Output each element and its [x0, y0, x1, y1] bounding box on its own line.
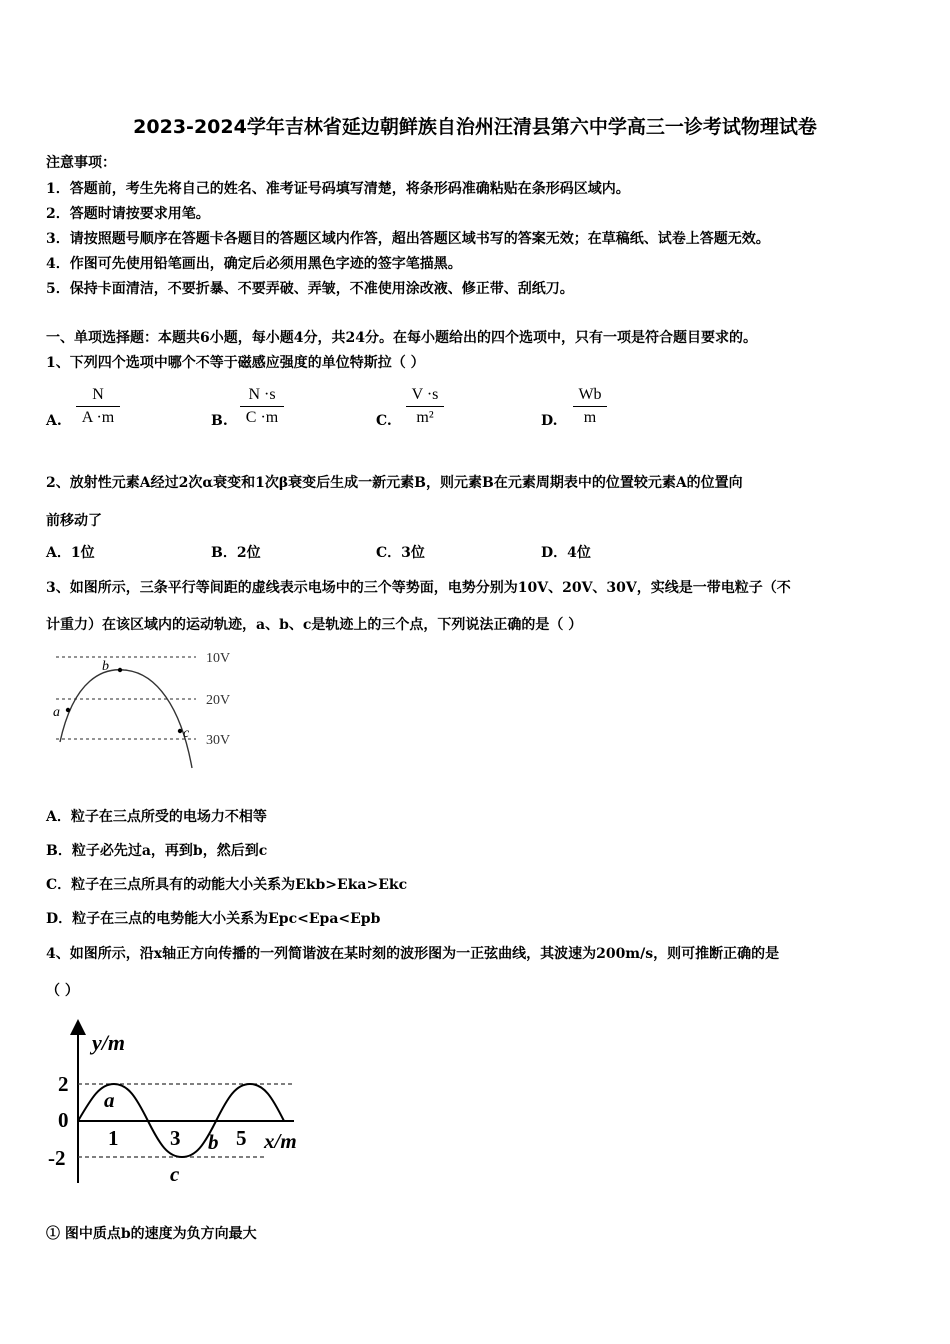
option-a-fraction: [76, 386, 120, 427]
point-c: [178, 729, 182, 733]
option-b-label[interactable]: B.: [211, 413, 228, 429]
statement-1: ① 图中质点b的速度为负方向最大: [46, 1226, 257, 1242]
fraction-denominator: A ·m: [81, 409, 115, 426]
option-c-fraction: [406, 386, 444, 427]
potential-label-10v: 10V: [206, 651, 231, 666]
question-4-stem: 4、如图所示，沿x轴正方向传播的一列简谐波在某时刻的波形图为一正弦曲线，其波速为200m/s，则可推断正确的是: [46, 946, 780, 962]
option-d-label[interactable]: D.: [541, 413, 558, 429]
option-a[interactable]: A．粒子在三点所受的电场力不相等: [46, 809, 267, 825]
x-tick-label: 1: [108, 1126, 119, 1150]
fraction-denominator: m: [583, 409, 597, 426]
question-1-stem: 1、下列四个选项中哪个不等于磁感应强度的单位特斯拉（ ）: [46, 355, 425, 371]
potential-label-20v: 20V: [206, 693, 231, 708]
x-tick-label: 5: [236, 1126, 247, 1150]
page-title: 2023-2024学年吉林省延边朝鲜族自治州汪清县第六中学高三一诊考试物理试卷: [133, 116, 817, 138]
question-2-stem-cont: 前移动了: [46, 513, 102, 529]
question-3-stem-cont: 计重力）在该区域内的运动轨迹，a、b、c是轨迹上的三个点，下列说法正确的是（ ）: [46, 617, 583, 633]
point-b-label: b: [102, 659, 109, 674]
option-c-label[interactable]: C.: [376, 413, 392, 429]
option-b[interactable]: B．粒子必先过a，再到b，然后到c: [46, 843, 268, 859]
y-tick-label: 2: [58, 1072, 69, 1096]
fraction-numerator: N: [76, 386, 120, 407]
fraction-numerator: V ·s: [406, 386, 444, 407]
fraction-numerator: N ·s: [240, 386, 284, 407]
fraction-numerator: Wb: [573, 386, 607, 407]
potential-label-30v: 30V: [206, 733, 231, 748]
notice-item: 2．答题时请按要求用笔。: [46, 206, 210, 222]
y-tick-label: 0: [58, 1108, 69, 1132]
notice-item: 4．作图可先使用铅笔画出，确定后必须用黑色字迹的签字笔描黑。: [46, 256, 462, 272]
notice-heading: 注意事项：: [46, 155, 116, 171]
point-a-label: a: [104, 1088, 115, 1112]
question-3-stem: 3、如图所示，三条平行等间距的虚线表示电场中的三个等势面，电势分别为10V、20V、30V，实线是一带电粒子（不: [46, 580, 791, 596]
equipotential-figure: [46, 642, 256, 774]
x-tick-label: 3: [170, 1126, 181, 1150]
option-c[interactable]: C．3位: [376, 545, 425, 561]
option-b[interactable]: B．2位: [211, 545, 261, 561]
option-b-fraction: [240, 386, 284, 427]
point-c-label: c: [183, 726, 190, 741]
fraction-denominator: m²: [416, 409, 434, 426]
point-a: [66, 708, 70, 712]
point-c-label: c: [170, 1162, 180, 1186]
option-c[interactable]: C．粒子在三点所具有的动能大小关系为Ekb>Eka>Ekc: [46, 877, 408, 893]
question-2-stem: 2、放射性元素A经过2次α衰变和1次β衰变后生成一新元素B，则元素B在元素周期表中的位置较元素A的位置向: [46, 475, 743, 491]
option-d[interactable]: D．4位: [541, 545, 591, 561]
option-d-fraction: [573, 386, 607, 427]
notice-item: 3．请按照题号顺序在答题卡各题目的答题区域内作答，超出答题区域书写的答案无效；在草稿纸、试卷上答题无效。: [46, 231, 770, 247]
point-b: [118, 668, 122, 672]
question-4-stem-cont: （ ）: [46, 983, 79, 999]
option-d[interactable]: D．粒子在三点的电势能大小关系为Epc<Epa<Epb: [46, 911, 381, 927]
particle-trajectory: [60, 670, 192, 768]
y-tick-label: -2: [48, 1146, 66, 1170]
section-heading: 一、单项选择题：本题共6小题，每小题4分，共24分。在每小题给出的四个选项中，只有一项是符合题目要求的。: [46, 330, 757, 346]
x-axis-label: x/m: [264, 1129, 297, 1153]
notice-item: 5．保持卡面清洁，不要折暴、不要弄破、弄皱，不准使用涂改液、修正带、刮纸刀。: [46, 281, 574, 297]
wave-figure: [46, 1015, 316, 1190]
point-b-label: b: [208, 1130, 219, 1154]
fraction-denominator: C ·m: [245, 409, 279, 426]
notice-item: 1．答题前，考生先将自己的姓名、准考证号码填写清楚，将条形码准确粘贴在条形码区域内。: [46, 181, 630, 197]
option-a-label[interactable]: A.: [46, 413, 62, 429]
point-a-label: a: [53, 705, 60, 720]
y-axis-label: y/m: [92, 1030, 125, 1055]
option-a[interactable]: A．1位: [46, 545, 95, 561]
